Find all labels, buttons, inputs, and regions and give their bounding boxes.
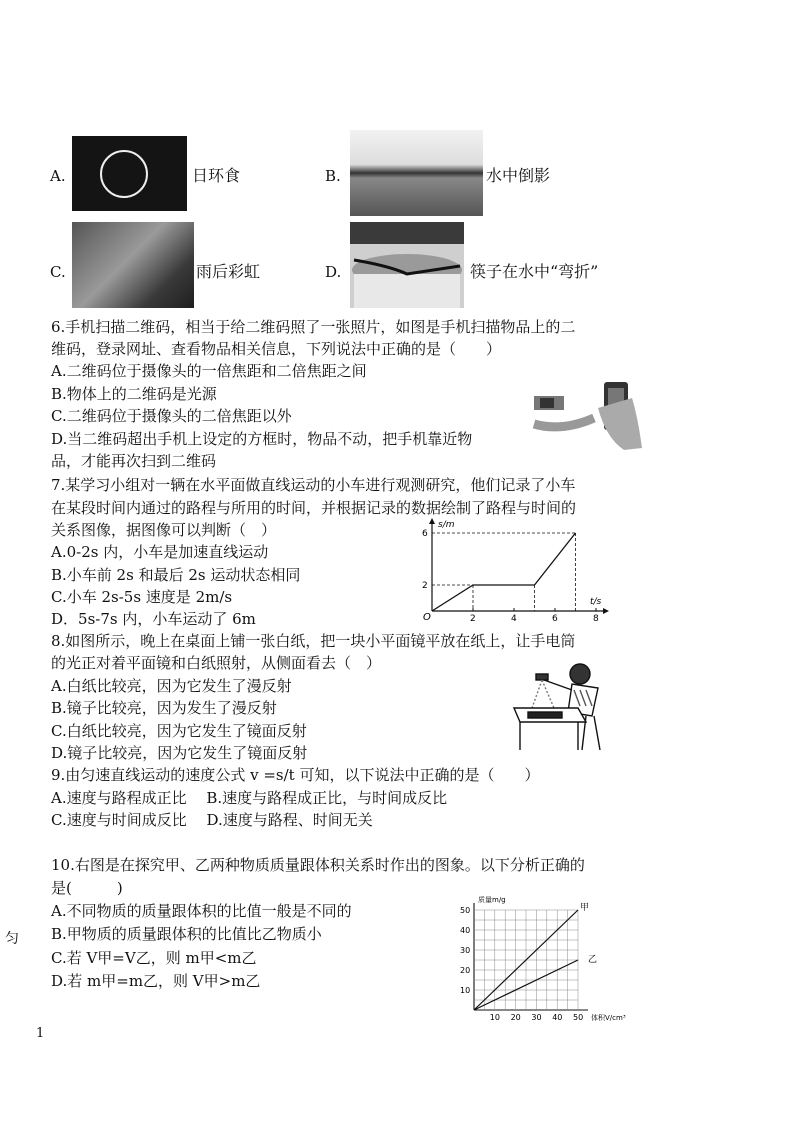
option-b-caption: 水中倒影 — [486, 166, 551, 185]
series-label: 乙 — [588, 955, 598, 965]
margin-character: 匀 — [5, 931, 19, 947]
x-axis-label: 体积V/cm³ — [591, 1014, 626, 1022]
q10-option-c: C.若 V甲=V乙，则 m甲<m乙 — [51, 949, 257, 967]
q6-stem-line1: 6.手机扫描二维码，相当于给二维码照了一张照片，如图是手机扫描物品上的二 — [51, 318, 576, 336]
q8-option-a: A.白纸比较亮，因为它发生了漫反射 — [51, 677, 292, 695]
q10-option-b: B.甲物质的质量跟体积的比值比乙物质小 — [51, 925, 322, 943]
distance-time-chart — [418, 518, 618, 624]
q10-stem-line1: 10.右图是在探究甲、乙两种物质质量跟体积关系时作出的图象。以下分析正确的 — [51, 856, 585, 874]
x-tick-label: 20 — [510, 1013, 521, 1022]
q8-option-d: D.镜子比较亮，因为它发生了镜面反射 — [51, 744, 308, 762]
x-tick-label: 6 — [552, 614, 558, 624]
option-d-letter: D. — [325, 263, 342, 281]
y-tick-label: 20 — [460, 966, 471, 975]
q7-stem-line3: 关系图像，据图像可以判断（ ） — [51, 521, 277, 539]
q7-stem-line1: 7.某学习小组对一辆在水平面做直线运动的小车进行观测研究，他们记录了小车 — [51, 476, 576, 494]
x-tick-label: 10 — [489, 1013, 500, 1022]
y-tick-label: 2 — [422, 581, 428, 591]
q8-option-b: B.镜子比较亮，因为发生了漫反射 — [51, 699, 277, 717]
option-d-caption: 筷子在水中“弯折” — [470, 262, 599, 281]
q6-stem-line2: 维码，登录网址、查看物品相关信息，下列说法中正确的是（ ） — [51, 340, 502, 358]
q7-option-a: A.0-2s 内，小车是加速直线运动 — [51, 543, 269, 561]
annular-eclipse-photo — [72, 136, 187, 211]
q9-options-cd: C.速度与时间成反比 D.速度与路程、时间无关 — [51, 811, 373, 829]
page-number: 1 — [36, 1026, 45, 1041]
q7-option-d: D．5s-7s 内，小车运动了 6m — [51, 610, 256, 628]
x-axis-label: t/s — [590, 597, 602, 607]
x-tick-label: 40 — [552, 1013, 563, 1022]
water-reflection-photo — [350, 130, 483, 216]
x-tick-label: 4 — [511, 614, 517, 624]
q6-option-d-line1: D.当二维码超出手机上设定的方框时，物品不动，把手机靠近物 — [51, 430, 473, 448]
q6-option-c: C.二维码位于摄像头的二倍焦距以外 — [51, 407, 292, 425]
q9-options-ab: A.速度与路程成正比 B.速度与路程成正比，与时间成反比 — [51, 789, 448, 807]
qr-scan-photo — [532, 378, 652, 454]
q9-stem: 9.由匀速直线运动的速度公式 v =s/t 可知，以下说法中正确的是（ ） — [51, 766, 540, 784]
q8-stem-line1: 8.如图所示，晚上在桌面上铺一张白纸，把一块小平面镜平放在纸上，让手电筒 — [51, 632, 576, 650]
x-tick-label: 30 — [531, 1013, 542, 1022]
y-tick-label: 40 — [460, 926, 471, 935]
q6-option-b: B.物体上的二维码是光源 — [51, 385, 217, 403]
y-axis-label: 质量m/g — [478, 896, 506, 904]
series-line — [432, 533, 576, 611]
bent-chopsticks-photo — [350, 222, 464, 308]
x-axis-arrow — [603, 608, 609, 614]
option-c-letter: C. — [50, 263, 66, 281]
series-label: 甲 — [580, 903, 590, 913]
origin-label: O — [423, 612, 431, 623]
option-c-caption: 雨后彩虹 — [196, 262, 261, 281]
y-tick-label: 10 — [460, 986, 471, 995]
flashlight-mirror-illustration — [510, 660, 610, 755]
q6-option-a: A.二维码位于摄像头的一倍焦距和二倍焦距之间 — [51, 362, 367, 380]
q10-option-d: D.若 m甲=m乙，则 V甲>m乙 — [51, 972, 261, 990]
q7-stem-line2: 在某段时间内通过的路程与所用的时间，并根据记录的数据绘制了路程与时间的 — [51, 499, 577, 517]
option-b-letter: B. — [325, 167, 341, 185]
q8-stem-line2: 的光正对着平面镜和白纸照射，从侧面看去（ ） — [51, 654, 382, 672]
mass-volume-chart — [448, 893, 653, 1025]
y-axis-label: s/m — [438, 520, 455, 530]
y-tick-label: 6 — [422, 529, 428, 539]
x-tick-label: 2 — [470, 614, 476, 624]
option-a-caption: 日环食 — [192, 166, 241, 185]
q10-stem-line2: 是( ) — [51, 879, 123, 897]
x-tick-label: 50 — [573, 1013, 584, 1022]
q7-option-c: C.小车 2s-5s 速度是 2m/s — [51, 588, 233, 606]
q7-option-b: B.小车前 2s 和最后 2s 运动状态相同 — [51, 566, 301, 584]
x-tick-label: 8 — [593, 614, 599, 624]
rainbow-photo — [72, 222, 194, 308]
option-a-letter: A. — [50, 167, 66, 185]
y-tick-label: 30 — [460, 946, 471, 955]
q6-option-d-line2: 品，才能再次扫到二维码 — [51, 452, 217, 470]
q8-option-c: C.白纸比较亮，因为它发生了镜面反射 — [51, 722, 307, 740]
q10-option-a: A.不同物质的质量跟体积的比值一般是不同的 — [51, 902, 352, 920]
y-axis-arrow — [429, 518, 435, 524]
y-tick-label: 50 — [460, 906, 471, 915]
